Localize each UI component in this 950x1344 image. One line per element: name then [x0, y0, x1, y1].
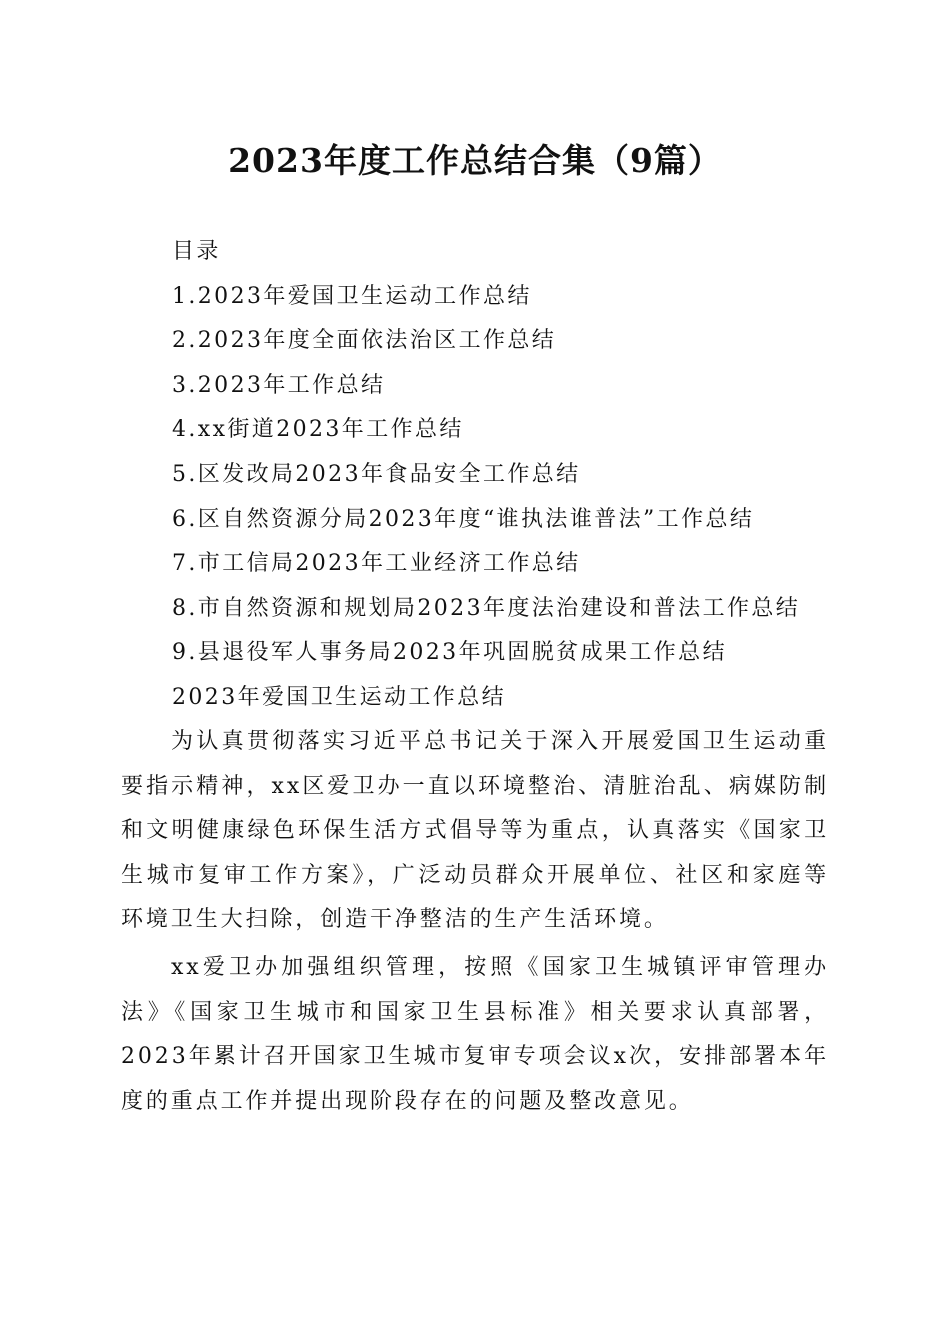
- body-paragraph-1: 为认真贯彻落实习近平总书记关于深入开展爱国卫生运动重要指示精神，xx区爱卫办一直以环境整治、清脏治乱、病媒防制和文明健康绿色环保生活方式倡导等为重点，认真落实《国家卫生城市复审工作方案》，广泛动员群众开展单位、社区和家庭等环境卫生大扫除，创造干净整洁的生产生活环境。: [121, 729, 829, 933]
- toc-item-2: 2.2023年度全面依法治区工作总结: [172, 328, 557, 354]
- toc-item-6: 6.区自然资源分局2023年度“谁执法谁普法”工作总结: [172, 506, 755, 532]
- document-title: 2023年度工作总结合集（9篇）: [228, 141, 722, 180]
- section-title: 2023年爱国卫生运动工作总结: [172, 685, 506, 710]
- body-paragraph-2: xx爱卫办加强组织管理，按照《国家卫生城镇评审管理办法》《国家卫生城市和国家卫生县标准》相关要求认真部署，2023年累计召开国家卫生城市复审专项会议x次，安排部署本年度的重点工作并提出现阶段存在的问题及整改意见。: [121, 955, 829, 1114]
- toc-item-4: 4.xx街道2023年工作总结: [172, 417, 464, 443]
- toc-item-8: 8.市自然资源和规划局2023年度法治建设和普法工作总结: [172, 595, 801, 621]
- toc-item-3: 3.2023年工作总结: [172, 372, 386, 398]
- toc-item-9: 9.县退役军人事务局2023年巩固脱贫成果工作总结: [172, 640, 727, 666]
- toc-item-5: 5.区发改局2023年食品安全工作总结: [172, 461, 581, 487]
- toc-item-7: 7.市工信局2023年工业经济工作总结: [172, 551, 581, 577]
- table-of-contents: [172, 230, 800, 676]
- toc-heading: 目录: [172, 239, 221, 264]
- toc-item-1: 1.2023年爱国卫生运动工作总结: [172, 283, 532, 309]
